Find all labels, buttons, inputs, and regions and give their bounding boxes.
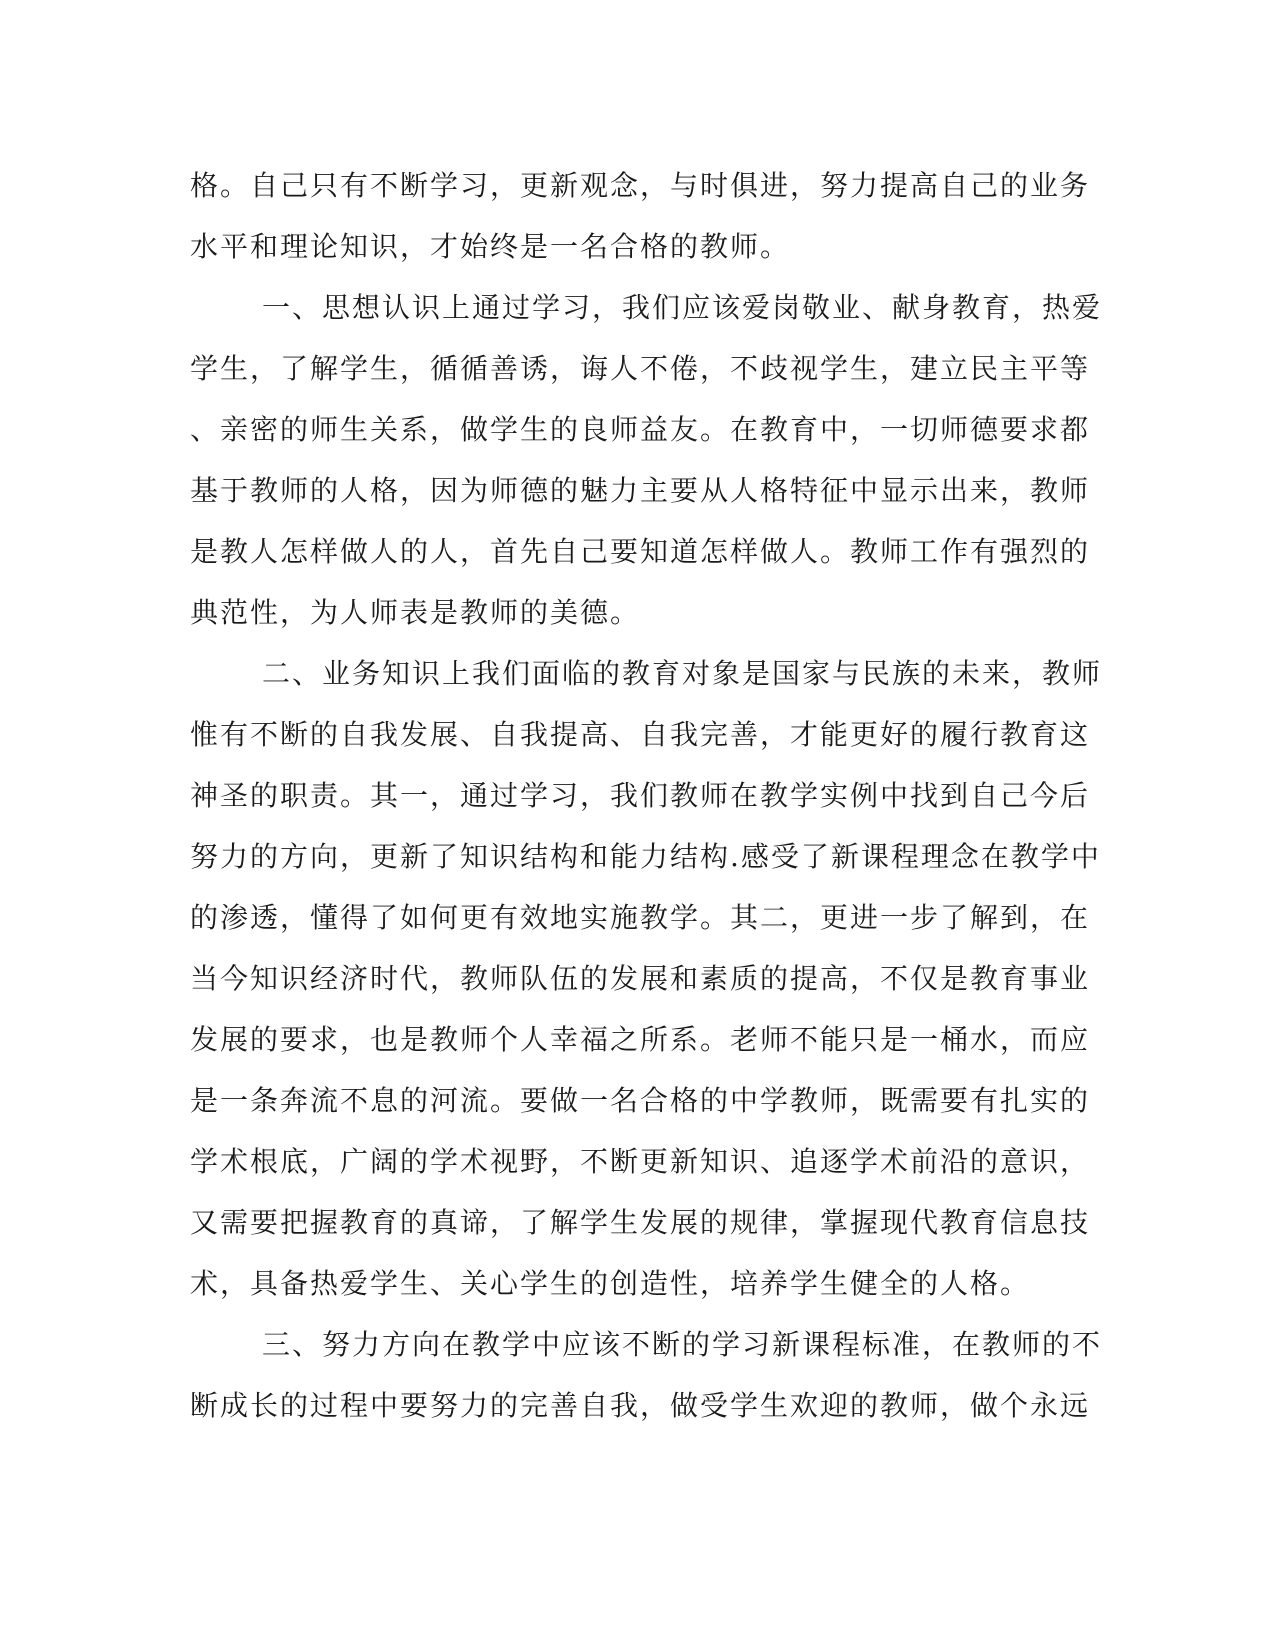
text-line: 水平和理论知识，才始终是一名合格的教师。: [190, 230, 791, 263]
text-line: 的渗透，懂得了如何更有效地实施教学。其二，更进一步了解到，在: [190, 901, 1091, 934]
text-line: 发展的要求，也是教师个人幸福之所系。老师不能只是一桶水，而应: [190, 1023, 1091, 1056]
text-line: 惟有不断的自我发展、自我提高、自我完善，才能更好的履行教育这: [190, 718, 1091, 751]
document-body: [190, 155, 1103, 1436]
text-line: 神圣的职责。其一，通过学习，我们教师在教学实例中找到自己今后: [190, 779, 1091, 812]
text-line: 努力的方向，更新了知识结构和能力结构.感受了新课程理念在教学中: [190, 840, 1101, 873]
text-line: 断成长的过程中要努力的完善自我，做受学生欢迎的教师，做个永远: [190, 1389, 1091, 1422]
text-line: 又需要把握教育的真谛，了解学生发展的规律，掌握现代教育信息技: [190, 1206, 1091, 1239]
text-line: 术，具备热爱学生、关心学生的创造性，培养学生健全的人格。: [190, 1267, 1031, 1300]
text-line: 是一条奔流不息的河流。要做一名合格的中学教师，既需要有扎实的: [190, 1084, 1091, 1117]
text-line: 典范性，为人师表是教师的美德。: [190, 596, 641, 629]
text-line: 学术根底，广阔的学术视野，不断更新知识、追逐学术前沿的意识，: [190, 1145, 1091, 1178]
text-line: 格。自己只有不断学习，更新观念，与时俱进，努力提高自己的业务: [190, 169, 1091, 202]
text-line: 基于教师的人格，因为师德的魅力主要从人格特征中显示出来，教师: [190, 474, 1091, 507]
text-line: 、亲密的师生关系，做学生的良师益友。在教育中，一切师德要求都: [190, 413, 1091, 446]
section-heading-line: 三、努力方向在教学中应该不断的学习新课程标准，在教师的不: [262, 1328, 1103, 1361]
text-line: 当今知识经济时代，教师队伍的发展和素质的提高，不仅是教育事业: [190, 962, 1091, 995]
text-line: 是教人怎样做人的人，首先自己要知道怎样做人。教师工作有强烈的: [190, 535, 1091, 568]
section-heading-line: 二、业务知识上我们面临的教育对象是国家与民族的未来，教师: [262, 657, 1103, 690]
text-line: 学生，了解学生，循循善诱，诲人不倦，不歧视学生，建立民主平等: [190, 352, 1091, 385]
section-heading-line: 一、思想认识上通过学习，我们应该爱岗敬业、献身教育，热爱: [262, 291, 1103, 324]
